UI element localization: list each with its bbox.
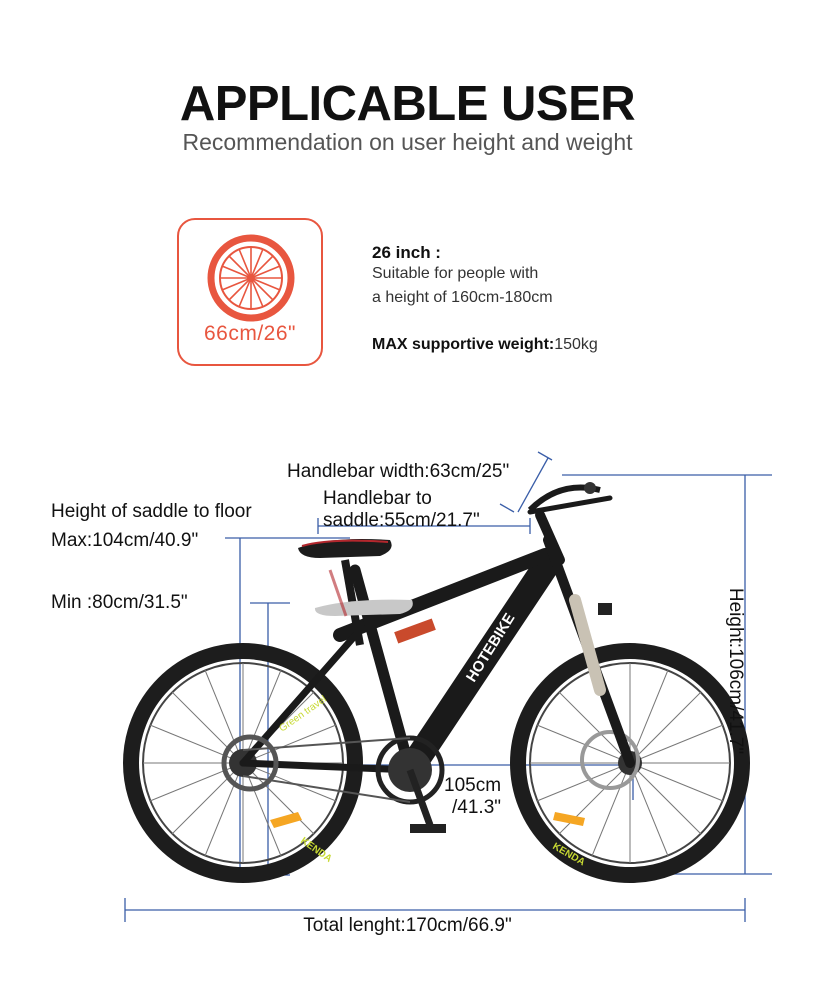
wheel-size-label: 66cm/26" xyxy=(204,322,296,345)
wheel-size-badge xyxy=(177,218,323,366)
handlebar-to-saddle-label-line1: Handlebar to xyxy=(323,488,432,509)
frame-decal-text: Green travel xyxy=(277,693,329,735)
front-tire-text: KENDA xyxy=(550,841,587,869)
wheelbase-label-line1: 105cm xyxy=(444,775,502,796)
saddle-min-label: Min :80cm/31.5" xyxy=(51,592,188,613)
bike-frame xyxy=(243,498,630,770)
spec-size-label: 26 inch : xyxy=(372,243,441,262)
height-label: Height:106cm/41.7" xyxy=(725,587,746,755)
page-subtitle: Recommendation on user height and weight xyxy=(182,129,633,155)
headlight-icon xyxy=(598,603,612,615)
saddle-height-title: Height of saddle to floor xyxy=(51,501,252,522)
wheel-icon xyxy=(205,232,297,324)
spec-suitability-line2: a height of 160cm-180cm xyxy=(372,289,553,306)
rear-tire-text: KENDA xyxy=(298,835,334,865)
max-weight-label: MAX supportive weight: xyxy=(372,336,555,353)
total-length-label: Total lenght:170cm/66.9" xyxy=(303,915,512,936)
handlebar-to-saddle-label-line2: saddle:55cm/21.7" xyxy=(323,510,480,531)
handlebar-width-label: Handlebar width:63cm/25" xyxy=(287,461,510,482)
bike-illustration xyxy=(131,482,742,875)
wheelbase-label-line2: /41.3" xyxy=(452,797,502,818)
bike-brand-text: HOTEBIKE xyxy=(462,610,519,686)
rear-shock xyxy=(394,619,436,644)
max-weight-value: 150kg xyxy=(554,336,598,353)
spec-suitability-line1: Suitable for people with xyxy=(372,265,539,282)
page-title: APPLICABLE USER xyxy=(179,77,636,131)
reflector-icon xyxy=(270,812,302,828)
spec-max-weight xyxy=(372,336,598,354)
saddle-max-label: Max:104cm/40.9" xyxy=(51,530,199,551)
